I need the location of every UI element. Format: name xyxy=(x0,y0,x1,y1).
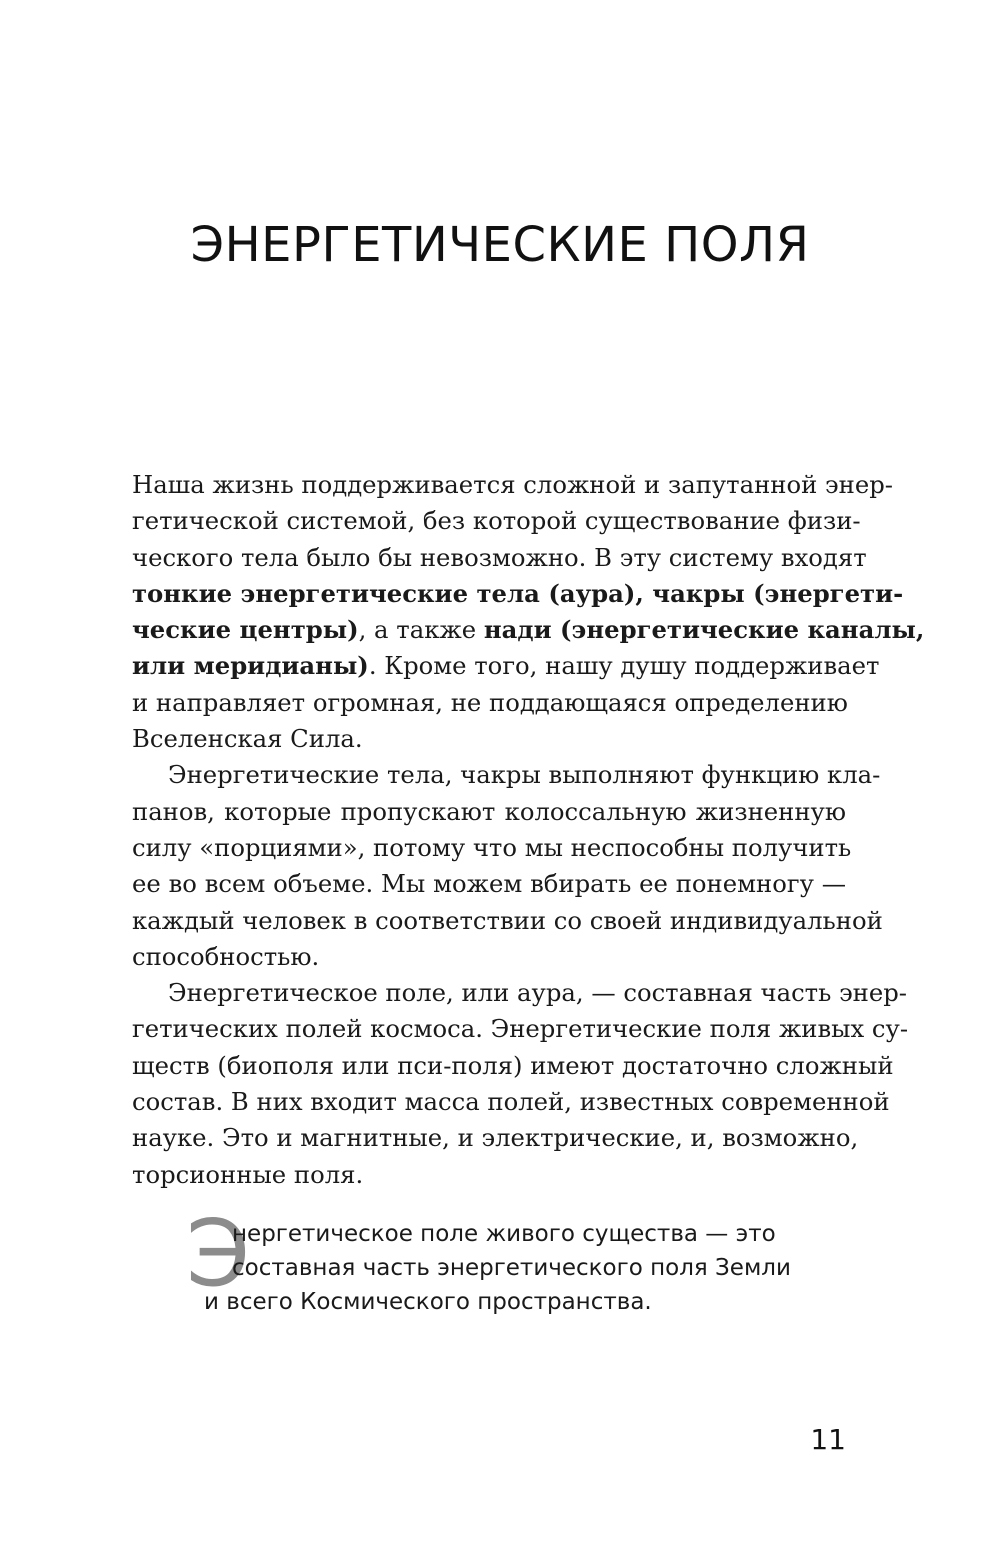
text-line: гетической системой, без которой существование физи- xyxy=(132,506,861,536)
pull-quote xyxy=(186,1200,791,1328)
text-line: Энергетическое поле, или аура, — составная часть энер- xyxy=(168,978,908,1008)
chapter-title: ЭНЕРГЕТИЧЕСКИЕ ПОЛЯ xyxy=(190,217,810,273)
page-number: 11 xyxy=(810,1423,846,1456)
bold-term: нади (энергетические каналы, xyxy=(483,615,925,645)
pull-quote-line: и всего Космического пространства. xyxy=(204,1289,652,1315)
text-line: торсионные поля. xyxy=(132,1159,364,1189)
text-line xyxy=(132,648,880,684)
bold-term: тонкие энергетические тела (аура), чакры (энергети- xyxy=(132,578,904,608)
text-line: Энергетические тела, чакры выполняют функцию кла- xyxy=(168,760,881,790)
text-line: силу «порциями», потому что мы неспособны получить xyxy=(132,832,852,862)
text-line: Наша жизнь поддерживается сложной и запутанной энер- xyxy=(132,470,893,499)
paragraph-2 xyxy=(132,757,883,975)
text-line: способностью. xyxy=(132,941,320,971)
text-line: ществ (биополя или пси-поля) имеют достаточно сложный xyxy=(132,1050,894,1080)
text-fragment: , а также xyxy=(358,615,484,645)
pull-quote-line: составная часть энергетического поля Земли xyxy=(232,1255,791,1281)
drop-cap: Э xyxy=(186,1200,251,1307)
paragraph-1 xyxy=(132,467,925,757)
paragraph-3 xyxy=(132,975,909,1193)
text-line: панов, которые пропускают колоссальную жизненную xyxy=(132,796,846,826)
bold-term: ческие центры) xyxy=(132,615,359,645)
bold-term: или меридианы) xyxy=(132,651,369,681)
text-fragment: . Кроме того, нашу душу поддерживает xyxy=(368,651,880,681)
text-line: состав. В них входит масса полей, известных современной xyxy=(132,1087,890,1117)
text-line: и направляет огромная, не поддающаяся определению xyxy=(132,687,848,717)
text-line: ее во всем объеме. Мы можем вбирать ее понемногу — xyxy=(132,869,846,899)
text-line: Вселенская Сила. xyxy=(132,724,363,754)
pull-quote-line: нергетическое поле живого существа — это xyxy=(232,1221,776,1247)
text-line: каждый человек в соответствии со своей индивидуальной xyxy=(132,905,883,935)
text-line: ческого тела было бы невозможно. В эту систему входят xyxy=(132,542,867,572)
text-line: науке. Это и магнитные, и электрические, и, возможно, xyxy=(132,1123,859,1153)
body-text xyxy=(132,467,925,1193)
text-line xyxy=(132,612,925,648)
text-line: гетических полей космоса. Энергетические поля живых су- xyxy=(132,1014,909,1044)
text-line xyxy=(132,576,904,612)
